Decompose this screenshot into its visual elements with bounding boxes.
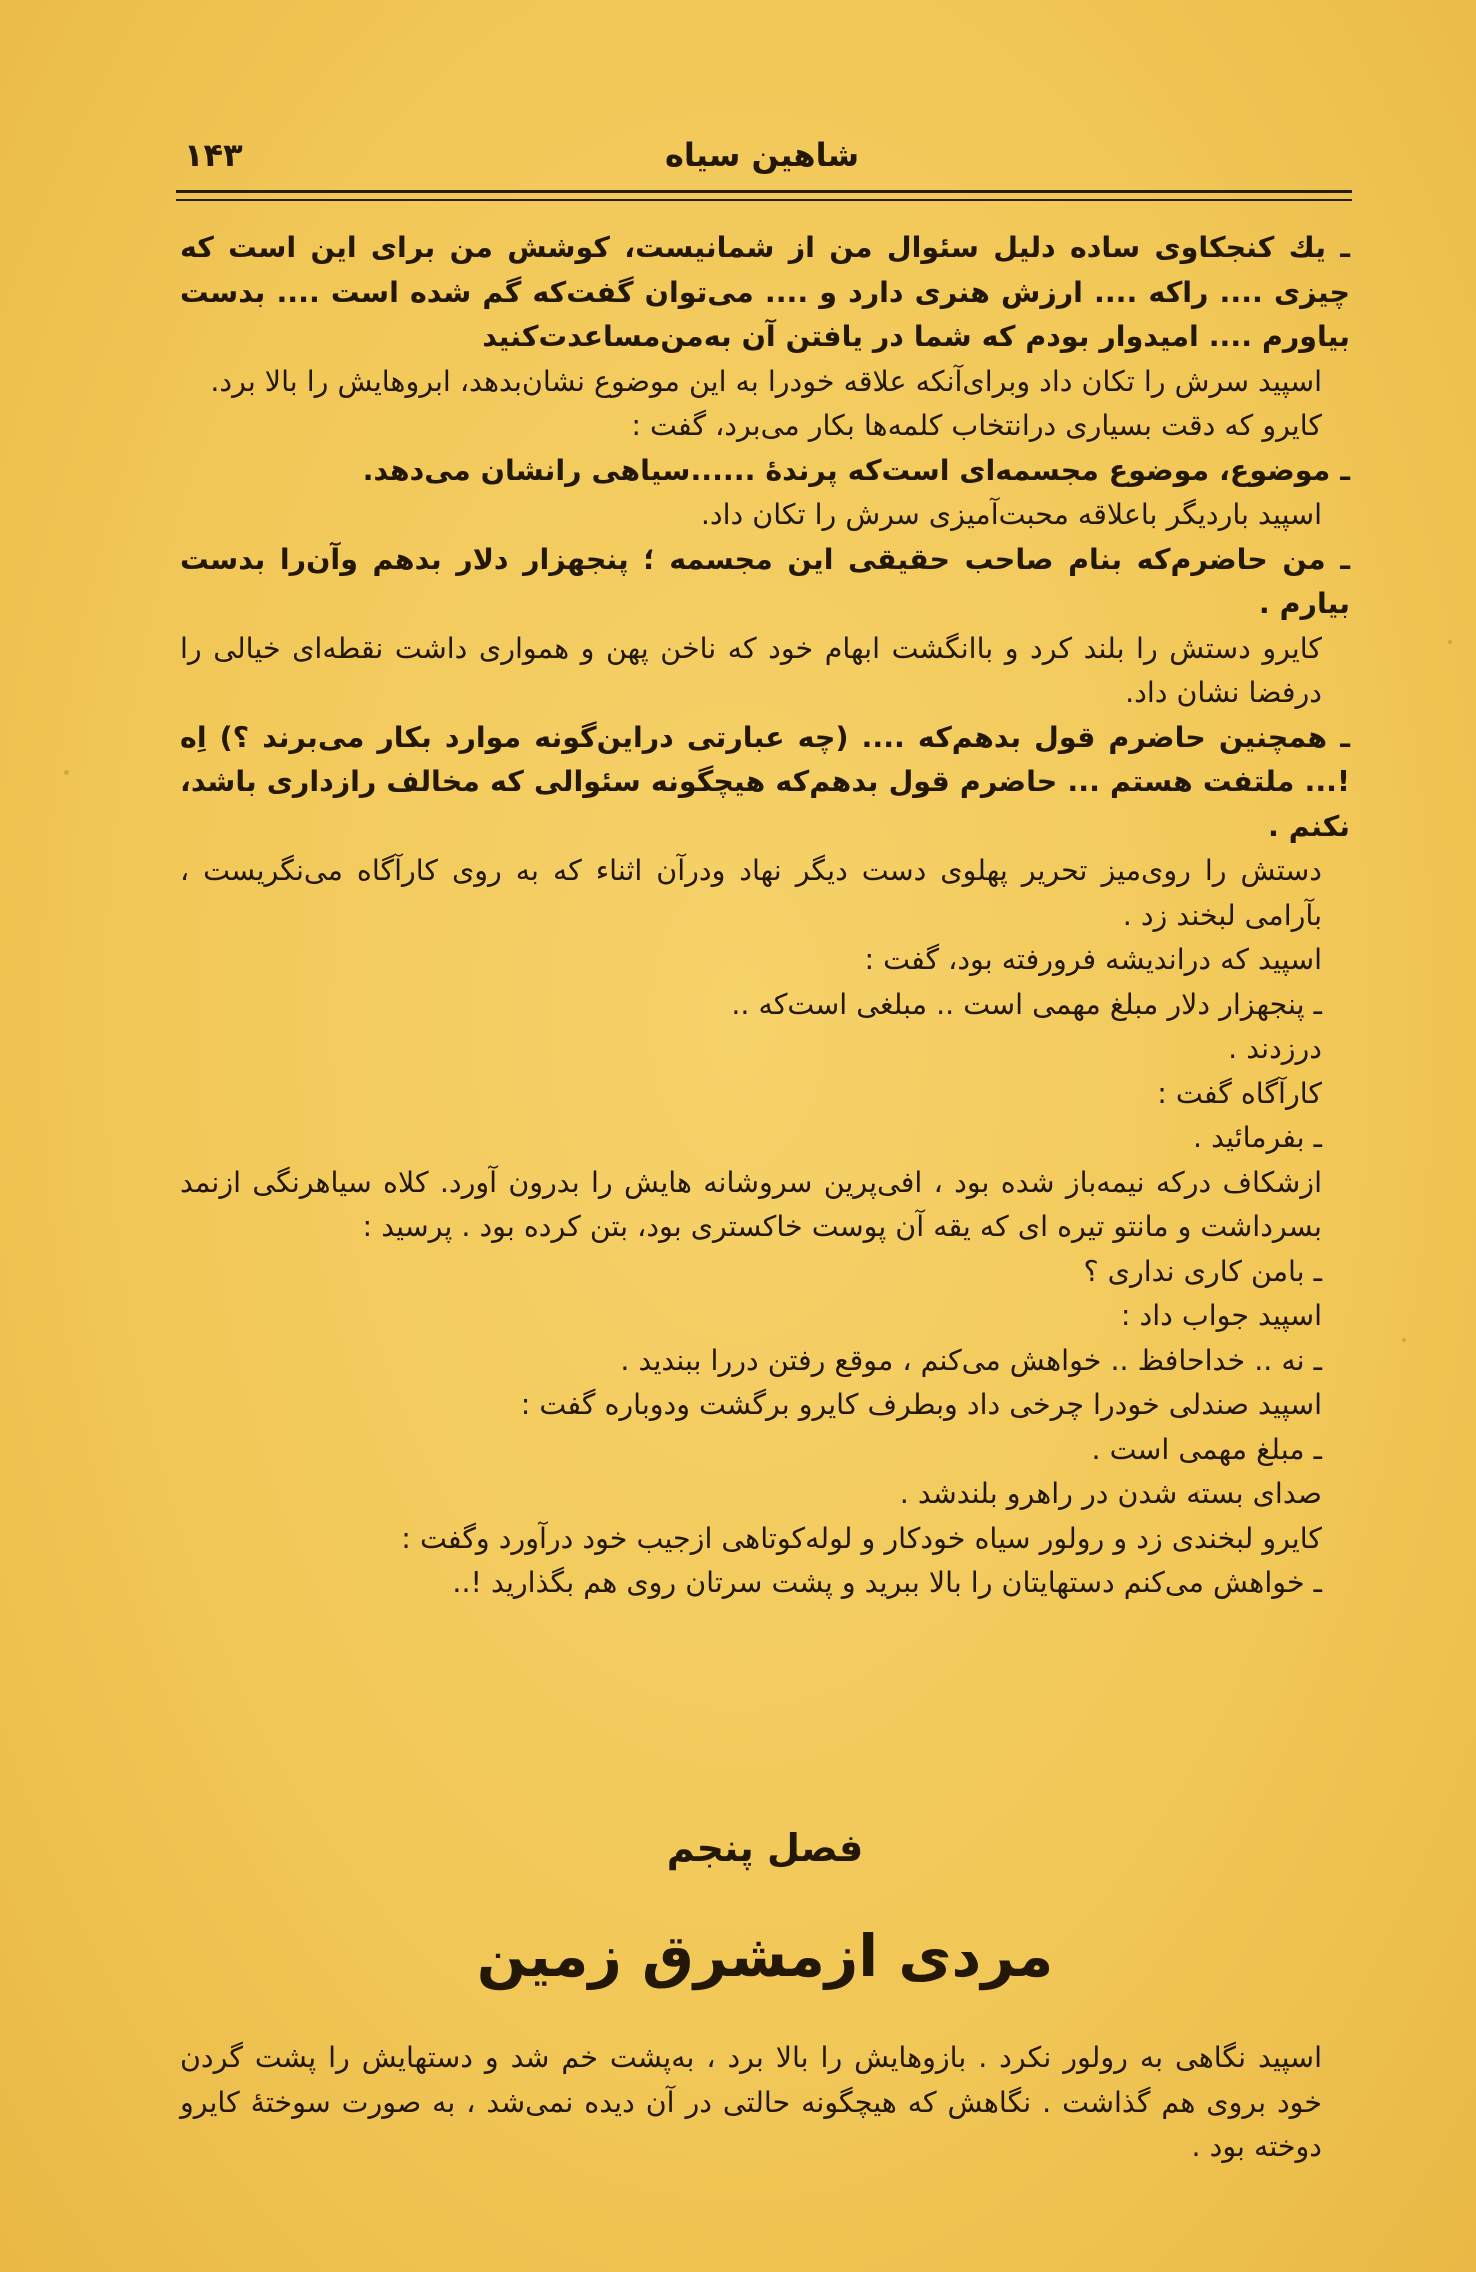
paragraph: كایرو دستش را بلند كرد و باانگشت ابهام خود كه ناخن پهن و همواری داشت نقطه‌ای خیالی را درفضا نشان داد. <box>180 631 1322 709</box>
paragraph: ـ پنجهزار دلار مبلغ مهمی است .. مبلغی است‌كه .. <box>731 987 1322 1021</box>
paragraph: اسپید كه دراندیشه فرورفته بود، گفت : <box>864 943 1322 976</box>
paragraph: ازشكاف دركه نیمه‌باز شده بود ، افی‌پرین سروشانه هایش را بدرون آورد. كلاه سیاهرنگی ازنمد بسرداشت و مانتو تیره ای كه یقه آن پوست خاكستری بود، بتن كرده بود . پرسید : <box>180 1165 1322 1243</box>
paragraph: اسپید جواب داد : <box>1120 1299 1322 1332</box>
paragraph: ـ موضوع، موضوع مجسمه‌ای است‌كه پرندهٔ ......سیاهی رانشان می‌دهد. <box>362 453 1350 487</box>
paragraph: ـ یك كنجكاوی ساده دلیل سئوال من از شمانیست، كوشش من برای این است كه چیزی .... راكه .... ارزش هنری دارد و .... می‌توان گفت‌كه گم شده است .... بدست بیاورم .... امیدوار بودم كه شما در یافتن آن به‌من‌مساعدت‌كنید <box>180 231 1350 353</box>
paragraph: ـ بامن كاری نداری ؟ <box>1083 1254 1322 1288</box>
paper-speck <box>1196 1490 1200 1494</box>
paragraph: اسپید سرش را تكان داد وبرای‌آنكه علاقه خودرا به این موضوع نشان‌بدهد، ابروهایش را بالا برد. <box>210 364 1322 398</box>
paragraph: كارآگاه گفت : <box>1157 1076 1322 1110</box>
chapter-title: مردی ازمشرق زمین <box>476 1922 1054 1990</box>
paragraph: ـ مبلغ مهمی است . <box>1091 1432 1322 1466</box>
paragraph: كایرو لبخندی زد و رولور سیاه خودكار و لوله‌كوتاهی ازجیب خود درآورد وگفت : <box>401 1521 1322 1555</box>
paragraph: اسپید باردیگر باعلاقه محبت‌آمیزی سرش را تكان داد. <box>700 498 1322 531</box>
running-header <box>176 128 1348 188</box>
page-number: ۱۴۳ <box>184 136 243 174</box>
chapter-heading <box>180 1818 1350 1996</box>
paragraph: كایرو كه دقت بسیاری درانتخاب كلمه‌ها بكار می‌برد، گفت : <box>631 409 1322 442</box>
paragraph: اسپید صندلی خودرا چرخی داد وبطرف كایرو برگشت ودوباره گفت : <box>520 1388 1322 1421</box>
chapter-body-text <box>180 2036 1350 2170</box>
paragraph: درزدند . <box>1228 1032 1322 1065</box>
paragraph: صدای بسته شدن در راهرو بلندشد . <box>899 1477 1322 1510</box>
header-rule-thin <box>176 199 1352 201</box>
paragraph: ـ خواهش می‌كنم دستهایتان را بالا ببرید و پشت سرتان روی هم بگذارید !.. <box>452 1566 1322 1599</box>
paper-speck <box>64 770 69 775</box>
paper-speck <box>1448 640 1452 644</box>
paragraph: ـ همچنین حاضرم قول بدهم‌كه .... (چه عبارتی دراین‌گونه موارد بكار می‌برند ؟) اِه !... ملتفت هستم ... حاضرم قول بدهم‌كه هیچگونه سئوالی كه مخالف رازداری باشد، نكنم . <box>180 720 1350 843</box>
chapter-label: فصل پنجم <box>666 1826 864 1870</box>
paragraph: ـ من حاضرم‌كه بنام صاحب حقیقی این مجسمه ؛ پنجهزار دلار بدهم وآن‌را بدست بیارم . <box>180 542 1350 620</box>
paper-speck <box>1402 1338 1406 1342</box>
running-title: شاهین سیاه <box>664 136 860 174</box>
paragraph: اسپید نگاهی به رولور نكرد . بازوهایش را بالا برد ، به‌پشت خم شد و دستهایش را پشت گردن خود بروی هم گذاشت . نگاهش كه هیچگونه حالتی در آن دیده نمی‌شد ، به صورت سوختهٔ كایرو دوخته بود . <box>180 2041 1322 2163</box>
paragraph: ـ نه .. خداحافظ .. خواهش می‌كنم ، موقع رفتن دررا ببندید . <box>620 1343 1322 1377</box>
header-rule-thick <box>176 190 1352 193</box>
body-text <box>180 226 1350 1606</box>
paragraph: ـ بفرمائید . <box>1192 1121 1322 1154</box>
paragraph: دستش را روی‌میز تحریر پهلوی دست دیگر نهاد ودرآن اثناء كه به روی كارآگاه می‌نگریست ، بآرامی لبخند زد . <box>180 854 1322 932</box>
